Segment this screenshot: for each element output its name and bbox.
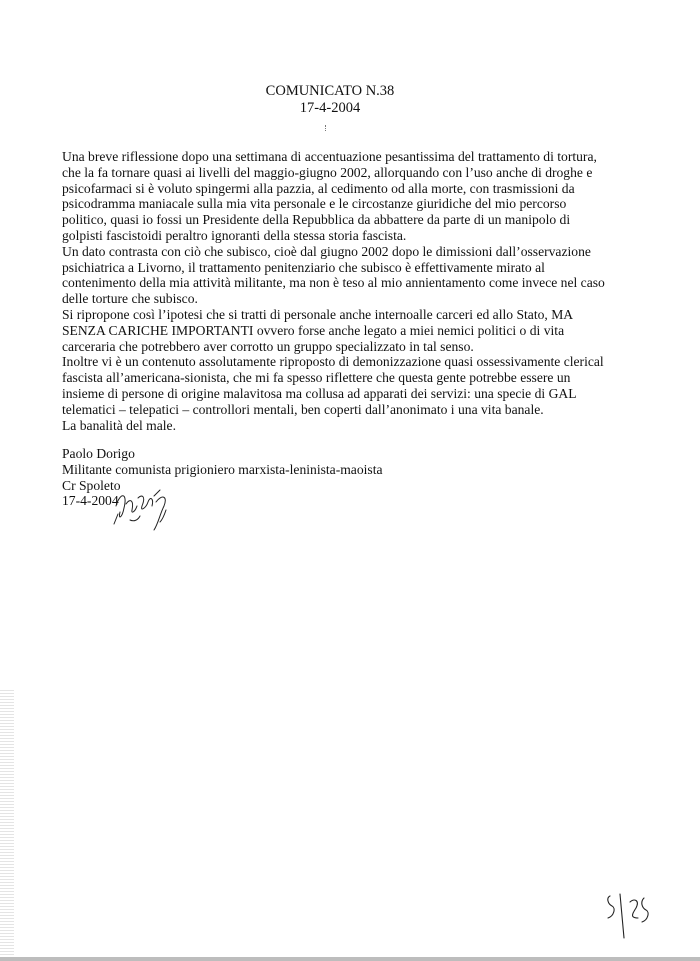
- body-line: telematici – telepatici – controllori mentali, ben coperti dall’anonimato i una vita banale.: [62, 401, 544, 417]
- document-header: [0, 83, 660, 117]
- body-line: Un dato contrasta con ciò che subisco, cioè dal giugno 2002 dopo le dimissioni dall’osservazione: [62, 243, 591, 259]
- body-line: Una breve riflessione dopo una settimana di accentuazione pesantissima del trattamento di tortura,: [62, 149, 597, 164]
- document-date: 17-4-2004: [299, 100, 361, 116]
- document-title: COMUNICATO N.38: [265, 83, 395, 99]
- body-line: golpisti fascistoidi peraltro ignoranti della stessa storia fascista.: [62, 227, 407, 243]
- body-line: politico, quasi io fossi un Presidente della Repubblica da abbattere da parte di un manipolo di: [62, 212, 571, 228]
- body-line: insieme di persone di origine malavitosa ma collusa ad apparati dei servizi: una specie di GAL: [62, 385, 577, 401]
- handwritten-page-number: [600, 888, 670, 943]
- body-line: psichiatrica a Livorno, il trattamento penitenziario che subisco è effettivamente mirato al: [62, 259, 545, 275]
- scan-speck: [325, 125, 327, 131]
- body-line: La banalità del male.: [62, 417, 176, 433]
- author-role: Militante comunista prigioniero marxista-leninista-maoista: [62, 461, 383, 477]
- handwritten-signature: [108, 484, 178, 534]
- body-line: SENZA CARICHE IMPORTANTI ovvero forse anche legato a miei nemici politici o di vita: [62, 322, 565, 338]
- body-line: che la fa tornare quasi ai livelli del maggio-giugno 2002, allorquando con l’uso anche di droghe e: [62, 164, 593, 180]
- scan-bottom-edge: [0, 957, 700, 961]
- body-line: fascista all’americana-sionista, che mi fa spesso riflettere che questa gente potrebbe essere un: [62, 370, 571, 386]
- scan-edge-artifact: [0, 690, 14, 961]
- body-line: contenimento della mia attività militante, ma non è teso al mio annientamento come invece nel caso: [62, 275, 605, 291]
- author-name: Paolo Dorigo: [62, 446, 135, 461]
- signature-date: 17-4-2004: [62, 493, 119, 509]
- body-line: Si ripropone così l’ipotesi che si tratti di personale anche internoalle carceri ed allo Stato, MA: [62, 306, 574, 322]
- body-line: Inoltre vi è un contenuto assolutamente riproposto di demonizzazione quasi ossessivamente clerical: [62, 354, 604, 370]
- document-body: [62, 149, 660, 433]
- body-line: carceraria che potrebbero aver corrotto un gruppo specializzato in tal senso.: [62, 338, 474, 354]
- body-line: psicodramma maniacale sulla mia vita personale e le circostanze giuridiche del mio percorso: [62, 196, 567, 212]
- body-line: psicofarmaci si è voluto spingermi alla pazzia, al cedimento od alla morte, con trasmissioni da: [62, 180, 575, 196]
- body-line: delle torture che subisco.: [62, 291, 198, 307]
- author-place: Cr Spoleto: [62, 477, 121, 493]
